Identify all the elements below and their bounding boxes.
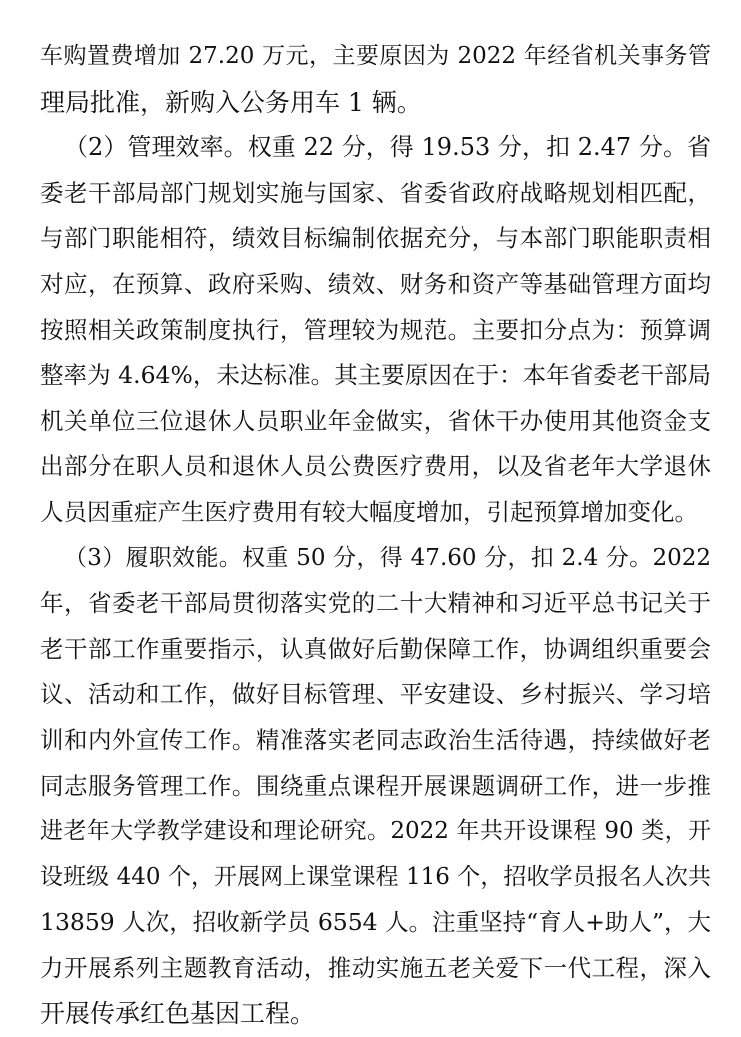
text-line-18: 进老年大学教学建设和理论研究。2022 年共开设课程 90 类，开 [40, 818, 711, 845]
text-line-15: 议、活动和工作，做好目标管理、平安建设、乡村振兴、学习培 [40, 680, 711, 709]
text-line-9: 机关单位三位退休人员职业年金做实，省休干办使用其他资金支 [40, 406, 711, 435]
text-line-6: 对应，在预算、政府采购、绩效、财务和资产等基础管理方面均 [40, 269, 711, 298]
text-line-17: 同志服务管理工作。围绕重点课程开展课题调研工作，进一步推 [40, 771, 711, 800]
text-line-7: 按照相关政策制度执行，管理较为规范。主要扣分点为：预算调 [40, 315, 711, 344]
text-line-3: （2）管理效率。权重 22 分，得 19.53 分，扣 2.47 分。省 [64, 133, 711, 162]
text-line-1: 车购置费增加 27.20 万元，主要原因为 2022 年经省机关事务管 [40, 43, 711, 69]
text-line-11: 人员因重症产生医疗费用有较大幅度增加，引起预算增加变化。 [40, 497, 698, 526]
text-line-12: （3）履职效能。权重 50 分，得 47.60 分，扣 2.4 分。2022 [64, 544, 711, 571]
text-line-20: 13859 人次，招收新学员 6554 人。注重坚持“育人+助人”，大 [40, 908, 711, 937]
text-line-10: 出部分在职人员和退休人员公费医疗费用，以及省老年大学退休 [40, 452, 711, 481]
text-line-21: 力开展系列主题教育活动，推动实施五老关爱下一代工程，深入 [40, 953, 711, 982]
text-line-19: 设班级 440 个，开展网上课堂课程 116 个，招收学员报名人次共 [40, 863, 711, 890]
text-line-4: 委老干部局部门规划实施与国家、省委省政府战略规划相匹配， [40, 178, 711, 207]
text-line-13: 年，省委老干部局贯彻落实党的二十大精神和习近平总书记关于 [40, 589, 711, 618]
text-line-16: 训和内外宣传工作。精准落实老同志政治生活待遇，持续做好老 [40, 725, 711, 754]
text-line-2: 理局批准，新购入公务用车 1 辆。 [40, 87, 422, 117]
text-line-14: 老干部工作重要指示，认真做好后勤保障工作，协调组织重要会 [40, 634, 711, 663]
text-line-8: 整率为 4.64%，未达标准。其主要原因在于：本年省委老干部局 [40, 361, 711, 390]
text-line-22: 开展传承红色基因工程。 [40, 999, 316, 1029]
text-line-5: 与部门职能相符，绩效目标编制依据充分，与本部门职能职责相 [40, 224, 711, 253]
